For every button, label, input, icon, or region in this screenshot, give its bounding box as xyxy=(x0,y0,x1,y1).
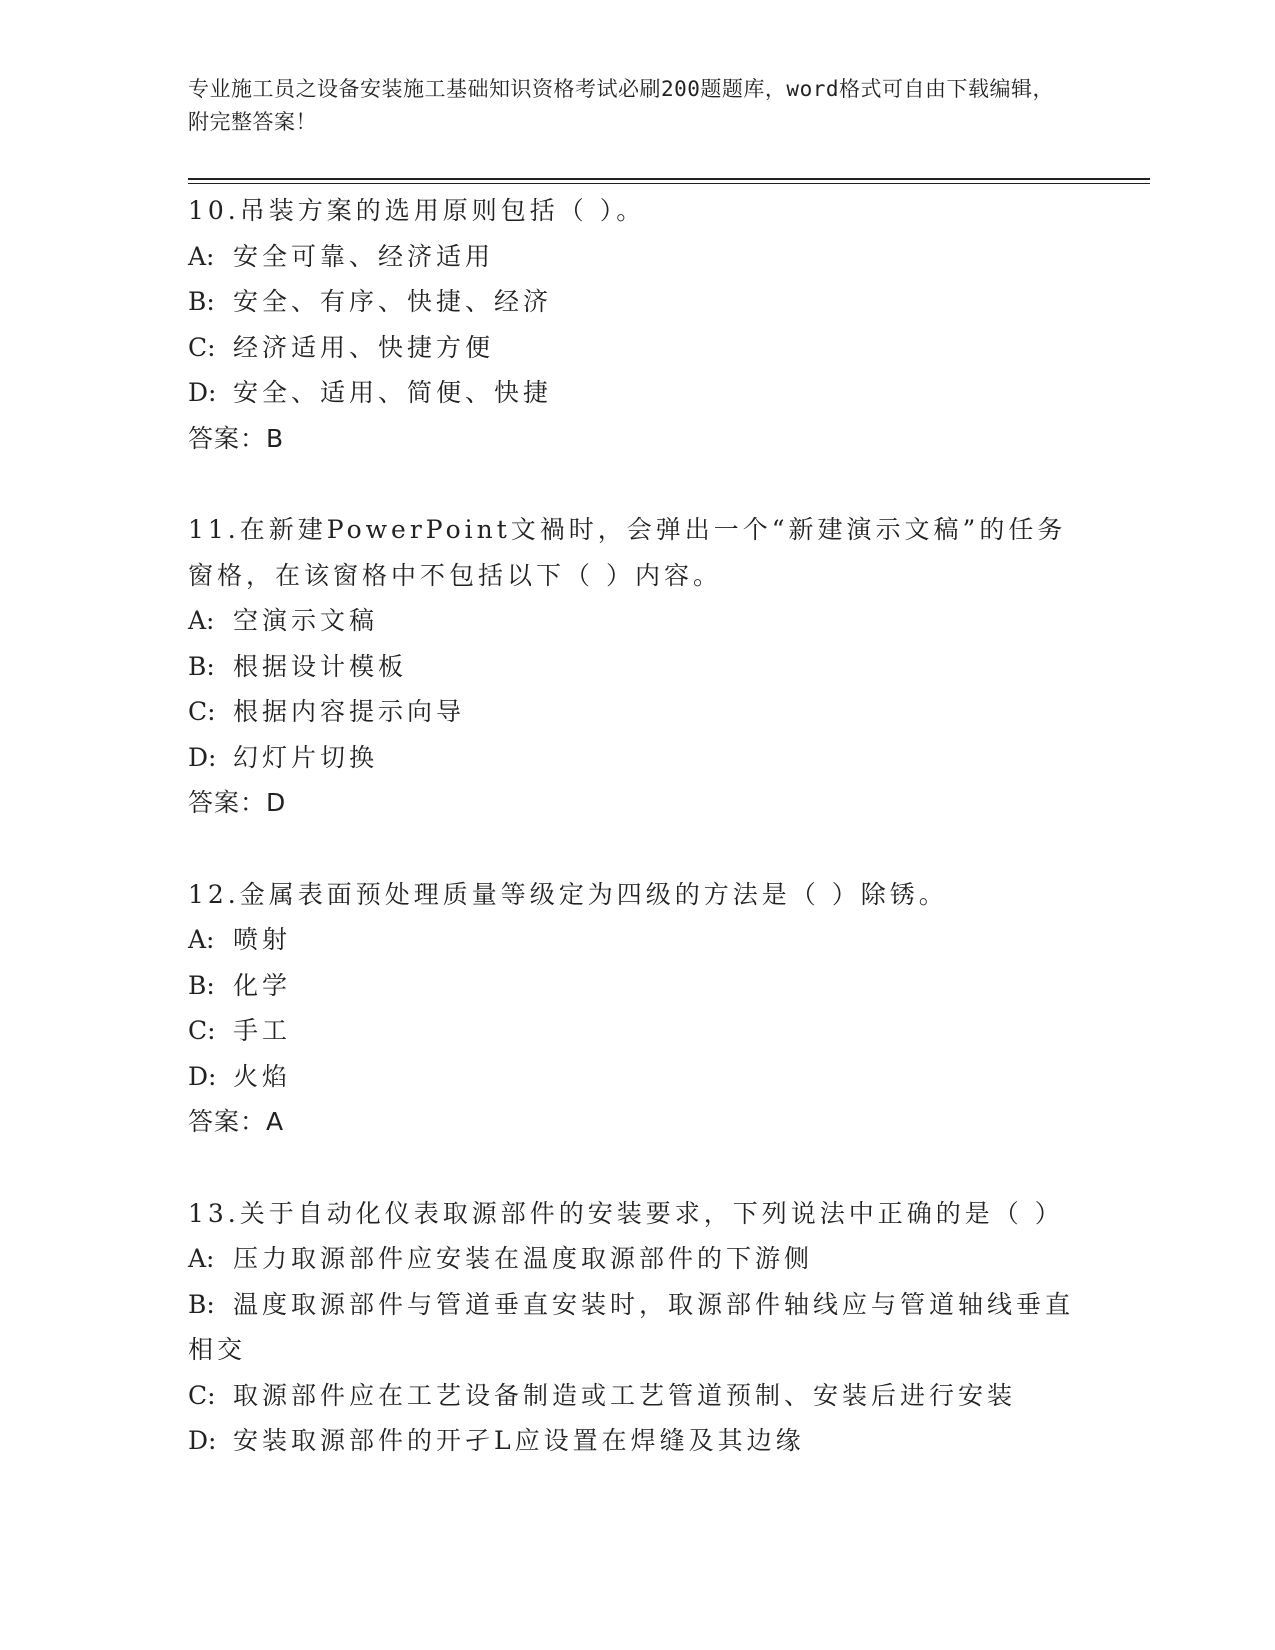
option-key: D: xyxy=(188,742,217,772)
option-key: A: xyxy=(188,241,215,271)
question-stem xyxy=(188,1191,1088,1237)
question-number: 12. xyxy=(188,879,240,909)
option-text: 压力取源部件应安装在温度取源部件的下游侧 xyxy=(233,1244,814,1273)
question-text: 在新建PowerPoint文禍时，会弹出一个“新建演示文稿”的任务窗格，在该窗格中不包括以下（ ）内容。 xyxy=(188,515,1067,590)
option-a xyxy=(188,917,1088,963)
question-text: 吊装方案的选用原则包括（ ）。 xyxy=(239,196,646,225)
question-stem xyxy=(188,188,1088,234)
option-b xyxy=(188,1282,1088,1373)
question-text: 金属表面预处理质量等级定为四级的方法是（ ）除锈。 xyxy=(239,879,948,909)
option-a xyxy=(188,234,1088,280)
option-key: C: xyxy=(188,697,216,726)
option-text: 手工 xyxy=(233,1016,292,1045)
answer-line: 答案：D xyxy=(188,788,287,817)
option-key: C: xyxy=(188,1016,216,1045)
answer-line: 答案：B xyxy=(188,423,285,453)
option-key: B: xyxy=(188,651,215,681)
option-key: C: xyxy=(188,1380,216,1410)
question-12 xyxy=(188,872,1088,1145)
option-text: 化学 xyxy=(233,970,292,1000)
document-intro: 专业施工员之设备安装施工基础知识资格考试必刷200题题库，word格式可自由下载编辑，附完整答案！ xyxy=(188,77,1054,134)
option-key: B: xyxy=(188,1289,215,1319)
option-b xyxy=(188,963,1088,1009)
answer-line: 答案：A xyxy=(188,1107,285,1136)
option-key: C: xyxy=(188,332,216,362)
option-text: 安全可靠、经济适用 xyxy=(233,241,495,271)
question-10 xyxy=(188,188,1088,461)
option-c xyxy=(188,689,1088,735)
question-number: 10. xyxy=(188,196,240,225)
header-divider-thin xyxy=(188,183,1150,184)
option-key: B: xyxy=(188,970,215,1000)
option-key: D: xyxy=(188,1426,217,1455)
question-number: 13. xyxy=(188,1198,240,1228)
option-key: A: xyxy=(188,1244,215,1273)
option-text: 温度取源部件与管道垂直安装时，取源部件轴线应与管道轴线垂直相交 xyxy=(188,1289,1075,1364)
option-b xyxy=(188,279,1088,325)
option-key: B: xyxy=(188,287,215,316)
option-text: 根据设计模板 xyxy=(233,651,408,681)
option-text: 幻灯片切换 xyxy=(233,742,379,772)
option-a xyxy=(188,1236,1088,1282)
option-text: 安装取源部件的开孑L应设置在焊缝及其边缘 xyxy=(233,1426,805,1455)
question-11 xyxy=(188,507,1088,826)
option-d xyxy=(188,1054,1088,1100)
option-d xyxy=(188,1418,1088,1464)
question-number: 11. xyxy=(188,515,240,544)
option-d xyxy=(188,370,1088,416)
option-text: 根据内容提示向导 xyxy=(233,697,466,726)
question-stem xyxy=(188,872,1088,918)
option-text: 空演示文稿 xyxy=(233,606,379,635)
option-text: 经济适用、快捷方便 xyxy=(233,332,495,362)
option-text: 安全、有序、快捷、经济 xyxy=(233,287,553,316)
question-list xyxy=(188,188,1088,1510)
option-key: D: xyxy=(188,1061,217,1091)
option-text: 喷射 xyxy=(233,925,292,954)
option-b xyxy=(188,644,1088,690)
option-c xyxy=(188,325,1088,371)
option-c xyxy=(188,1373,1088,1419)
option-c xyxy=(188,1008,1088,1054)
question-text: 关于自动化仪表取源部件的安装要求，下列说法中正确的是（ ） xyxy=(239,1198,1064,1228)
option-text: 火焰 xyxy=(233,1061,292,1091)
option-a xyxy=(188,598,1088,644)
option-key: A: xyxy=(188,925,215,954)
header-divider-thick xyxy=(188,178,1150,180)
option-key: A: xyxy=(188,606,215,635)
option-text: 安全、适用、简便、快捷 xyxy=(233,378,553,407)
question-stem xyxy=(188,507,1088,598)
option-key: D: xyxy=(188,378,217,407)
option-d xyxy=(188,735,1088,781)
option-text: 取源部件应在工艺设备制造或工艺管道预制、安装后进行安装 xyxy=(233,1380,1017,1410)
question-13 xyxy=(188,1191,1088,1464)
